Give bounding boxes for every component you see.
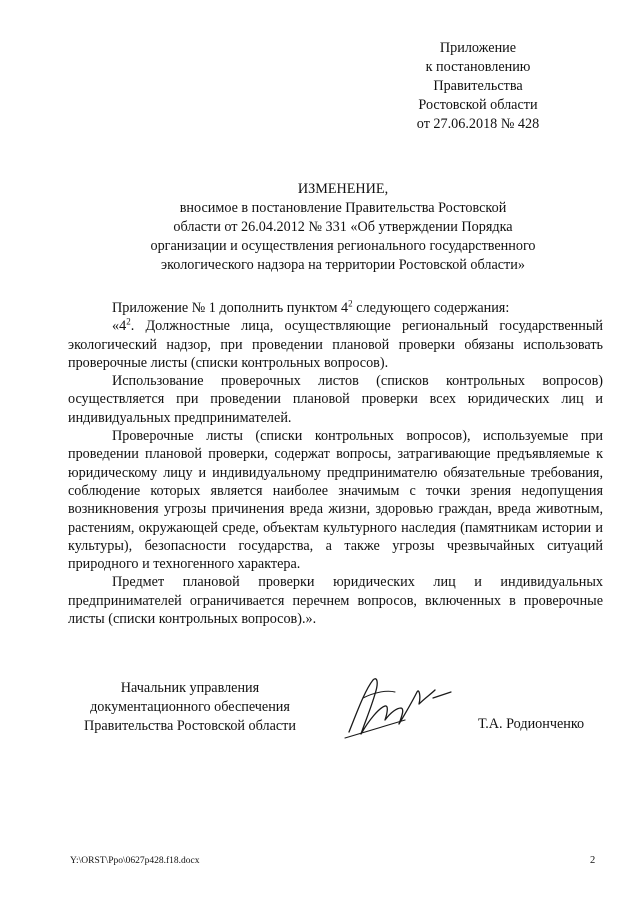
title-heading: ИЗМЕНЕНИЕ, bbox=[297, 181, 389, 197]
paragraph-2: Использование проверочных листов (списков контрольных вопросов) осуществляется при проведении плановой проверки всех юридических лиц и индивидуальных предпринимателей. bbox=[68, 373, 603, 426]
position-line: Начальник управления bbox=[120, 680, 260, 696]
paragraph-1: «$4^2$. Должностные лица, осуществляющие региональный государственный экологический надзор, при проведении плановой проверки обязаны использовать проверочные листы (списки контрольных вопросов). bbox=[68, 316, 603, 371]
title-line: организации и осуществления регионального государственного bbox=[150, 238, 536, 254]
intro-paragraph: Приложение № 1 дополнить пунктом $4^2$ следующего содержания: bbox=[112, 298, 510, 316]
signatory-name: Т.А. Родионченко bbox=[478, 716, 585, 732]
title-line: вносимое в постановление Правительства Ростовской bbox=[179, 200, 507, 216]
document-title bbox=[70, 180, 616, 275]
document-body bbox=[68, 299, 603, 628]
header-line: Приложение bbox=[439, 40, 517, 56]
title-line: экологического надзора на территории Ростовской области» bbox=[161, 257, 525, 273]
header-line: Ростовской области bbox=[418, 97, 538, 113]
paragraph-3: Проверочные листы (списки контрольных вопросов), используемые при проведении плановой проверки, содержат вопросы, затрагивающие предъявляемые к юридическому лицу и индивидуальному предпринимателю обязательные требования, соблюдение которых является наиболее значимым с точки зрения недопущения возникновения угрозы причинения вреда жизни, здоровью граждан, вреда животным, растениям, окружающей среде, объектам культурного наследия (памятникам истории и культуры), безопасности государства, а также угрозы чрезвычайных ситуаций природного и техногенного характера. bbox=[68, 428, 603, 573]
header-line: к постановлению bbox=[425, 59, 531, 75]
file-path: Y:\ORST\Ppo\0627p428.f18.docx bbox=[70, 856, 200, 866]
appendix-header bbox=[388, 39, 568, 134]
paragraph-4: Предмет плановой проверки юридических лиц и индивидуальных предпринимателей ограничивается перечнем вопросов, включенных в проверочные листы (списки контрольных вопросов).». bbox=[68, 574, 603, 628]
handwritten-signature bbox=[335, 668, 455, 748]
header-line: Правительства bbox=[433, 78, 523, 94]
title-line: области от 26.04.2012 № 331 «Об утверждении Порядка bbox=[173, 219, 513, 235]
header-line: от 27.06.2018 № 428 bbox=[416, 116, 540, 132]
position-line: документационного обеспечения bbox=[90, 699, 290, 715]
signatory-position bbox=[70, 679, 310, 736]
page-number: 2 bbox=[590, 855, 596, 866]
position-line: Правительства Ростовской области bbox=[84, 718, 296, 734]
